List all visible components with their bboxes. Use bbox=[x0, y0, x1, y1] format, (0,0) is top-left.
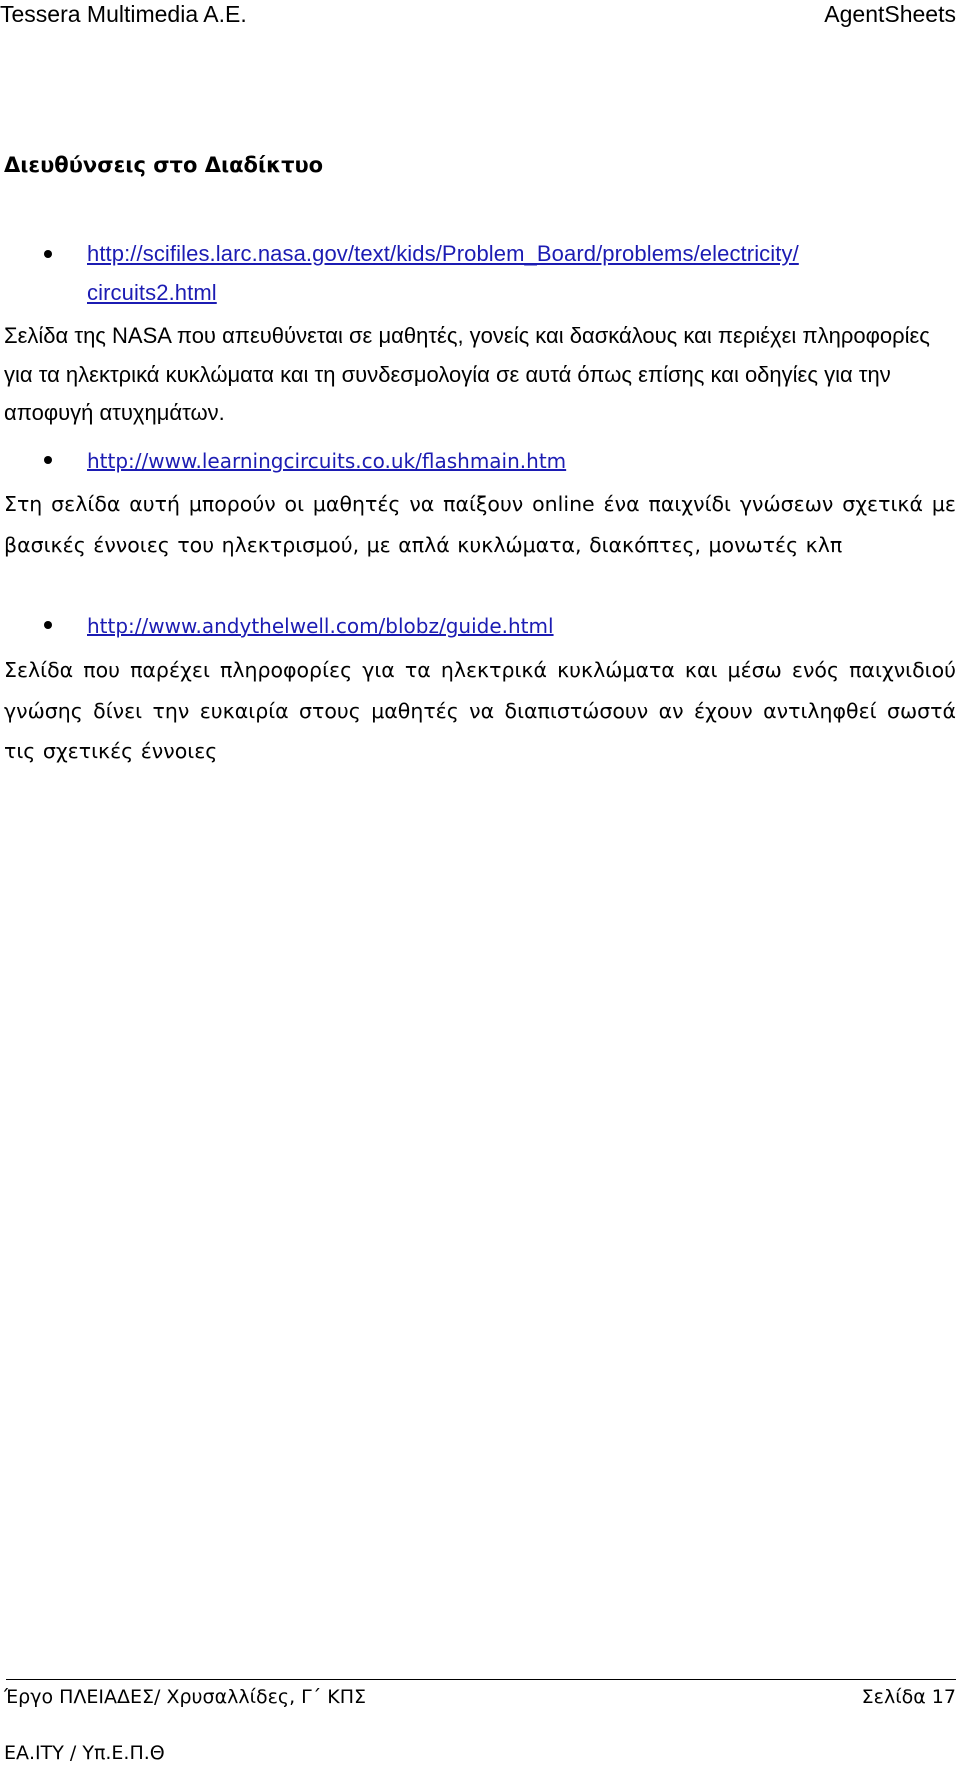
description-andythelwell: Σελίδα που παρέχει πληροφορίες για τα ηλεκτρικά κυκλώματα και μέσω ενός παιχνιδιού γνώσης δίνει την ευκαιρία στους μαθητές να διαπιστώσουν αν έχουν αντιληφθεί σωστά τις σχετικές έννοιες bbox=[4, 658, 956, 763]
link-nasa-line1[interactable]: http://scifiles.larc.nasa.gov/text/kids/Problem_Board/problems/electricity/ bbox=[87, 241, 799, 266]
section-title: Διευθύνσεις στο Διαδίκτυο bbox=[4, 153, 324, 177]
footer-project: Έργο ΠΛΕΙΑΔΕΣ/ Χρυσαλλίδες, Γ΄ ΚΠΣ bbox=[4, 1686, 367, 1708]
bullet-icon bbox=[44, 456, 52, 464]
description-nasa: Σελίδα της NASA που απευθύνεται σε μαθητές, γονείς και δασκάλους και περιέχει πληροφορίες για τα ηλεκτρικά κυκλώματα και τη συνδεσμολογία σε αυτά όπως επίσης και οδηγίες για την αποφυγή ατυχημάτων. bbox=[4, 323, 930, 425]
link-nasa-line2[interactable]: circuits2.html bbox=[87, 280, 217, 305]
link-learningcircuits[interactable]: http://www.learningcircuits.co.uk/flashmain.htm bbox=[87, 449, 567, 473]
footer-organization: ΕΑ.ΙΤΥ / Υπ.Ε.Π.Θ bbox=[4, 1742, 165, 1764]
bullet-icon bbox=[44, 621, 52, 629]
page-header bbox=[0, 0, 958, 28]
header-company: Tessera Multimedia A.E. bbox=[0, 1, 247, 27]
bullet-icon bbox=[44, 250, 52, 258]
footer-divider bbox=[6, 1679, 956, 1680]
description-learningcircuits: Στη σελίδα αυτή μπορούν οι μαθητές να παίξουν online ένα παιχνίδι γνώσεων σχετικά με βασικές έννοιες του ηλεκτρισμού, με απλά κυκλώματα, διακόπτες, μονωτές κλπ bbox=[4, 492, 956, 557]
header-product: AgentSheets bbox=[824, 1, 956, 27]
link-andythelwell[interactable]: http://www.andythelwell.com/blobz/guide.html bbox=[87, 614, 554, 638]
footer-page-number: Σελίδα 17 bbox=[861, 1686, 956, 1708]
